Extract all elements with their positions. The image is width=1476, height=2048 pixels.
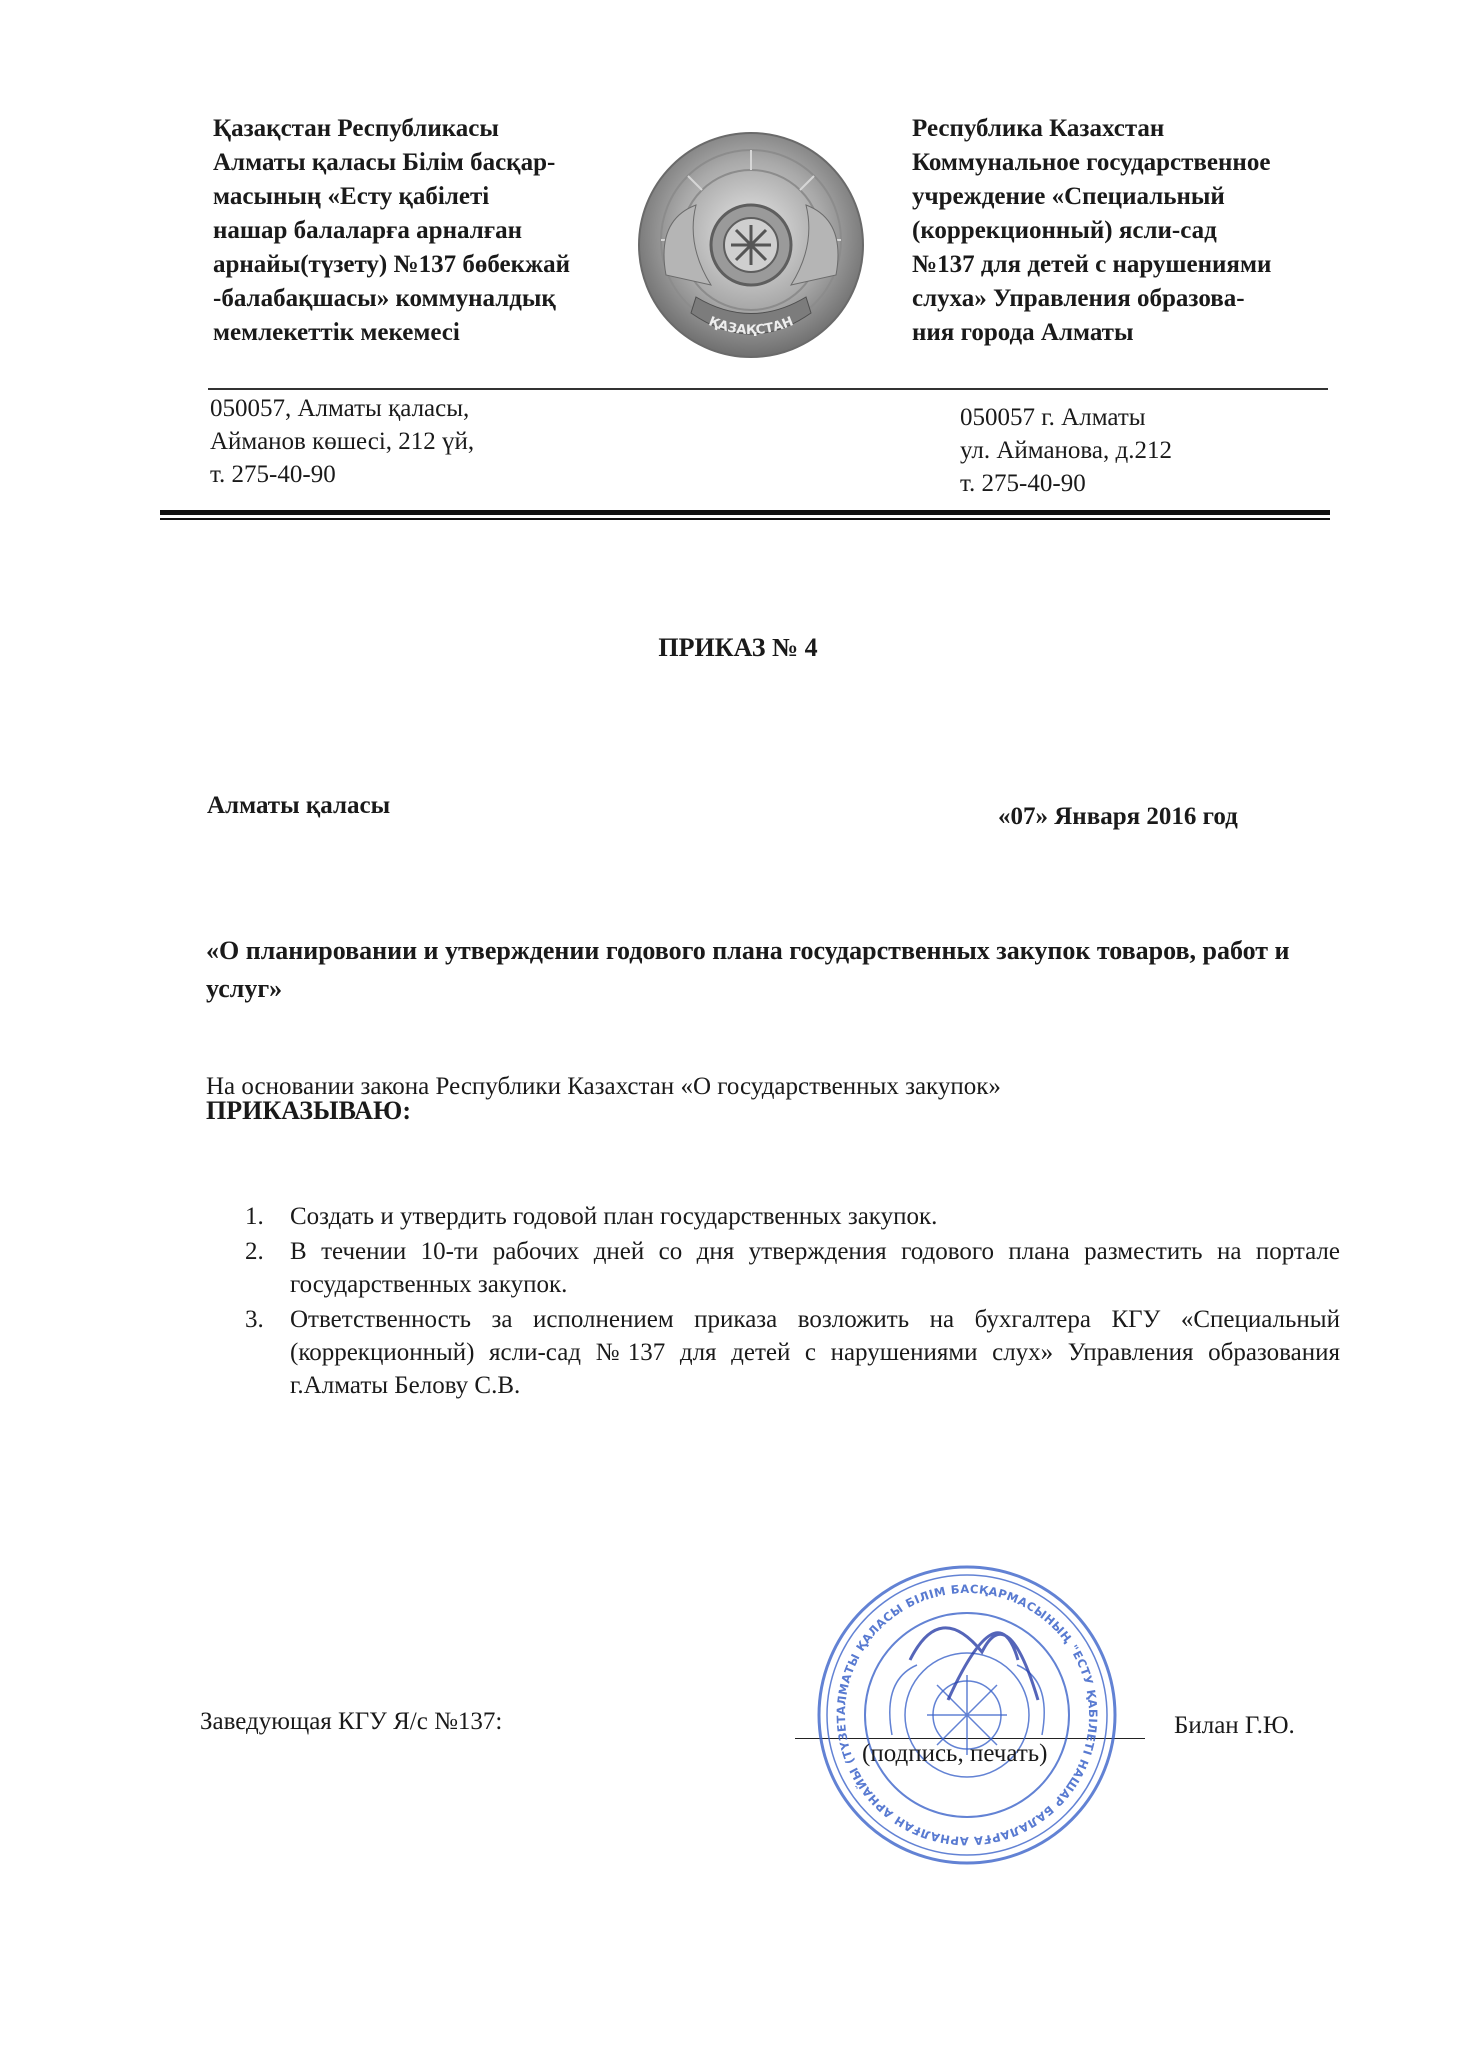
order-command: ПРИКАЗЫВАЮ: [206,1096,411,1125]
order-item [240,1303,1340,1402]
header-kz-line: -балабақшасы» коммуналдық [213,285,556,312]
header-ru-line: №137 для детей с нарушениями [912,251,1272,278]
header-ru-line: (коррекционный) ясли-сад [912,217,1217,244]
header-kz-line: Алматы қаласы Білім басқар- [213,149,556,176]
header-kz-line: арнайы(түзету) №137 бөбекжай [213,251,571,278]
header-kz-line: Қазақстан Республикасы [213,115,499,142]
state-emblem-icon [626,125,876,375]
signatory-role: Заведующая КГУ Я/с №137: [200,1708,503,1735]
address-kz-line: 050057, Алматы қаласы, [210,395,470,422]
letterhead-rule-thin [160,518,1330,520]
header-ru-line: Коммунальное государственное [912,149,1271,176]
order-basis: На основании закона Республики Казахстан «О государственных закупок» [206,1073,1001,1100]
order-item [240,1235,1340,1301]
header-ru-line: ния города Алматы [912,319,1134,346]
official-stamp-icon [812,1560,1122,1870]
order-city: Алматы қаласы [207,792,391,819]
address-ru [960,401,1172,500]
order-item-number: 2. [245,1238,264,1265]
order-item-text: В течении 10-ти рабочих дней со дня утверждения годового плана разместить на портале государственных закупок. [290,1238,1340,1298]
address-kz-line: т. 275-40-90 [210,461,336,488]
header-ru-line: слуха» Управления образова- [912,285,1245,312]
address-kz-line: Айманов көшесі, 212 үй, [210,428,475,455]
order-item-number: 1. [245,1203,264,1230]
header-kz-line: масының «Есту қабілеті [213,183,490,210]
order-item-number: 3. [245,1306,264,1333]
order-title: ПРИКАЗ № 4 [658,633,818,662]
order-items [240,1200,1340,1404]
order-item [240,1200,1340,1233]
emblem-label: ҚАЗАҚСТАН [706,314,796,339]
header-kz [213,112,653,350]
header-ru-line: учреждение «Специальный [912,183,1225,210]
stamp-text: АЛМАТЫ ҚАЛАСЫ БІЛІМ БАСҚАРМАСЫНЫҢ "ЕСТУ ҚАБІЛЕТІ НАШАР БАЛАЛАРҒА АРНАЛҒАН АРНАЙЫ (ТҮЗЕТ [833,1581,1101,1849]
signatory-name: Билан Г.Ю. [1174,1712,1295,1739]
header-divider [208,388,1328,390]
signature-hint: (подпись, печать) [862,1740,1048,1767]
header-ru [912,112,1352,350]
address-ru-line: 050057 г. Алматы [960,404,1146,431]
address-ru-line: т. 275-40-90 [960,470,1086,497]
header-kz-line: мемлекеттік мекемесі [213,319,460,346]
address-ru-line: ул. Айманова, д.212 [960,437,1172,464]
order-item-text: Ответственность за исполнением приказа возложить на бухгалтера КГУ «Специальный (коррекционный) ясли-сад №137 для детей с нарушениями слух» Управления образования г.Алматы Белову С.В. [290,1306,1340,1399]
letterhead-rule [160,510,1330,515]
order-date: «07» Января 2016 год [998,803,1238,830]
address-kz [210,392,474,491]
header-ru-line: Республика Казахстан [912,115,1165,142]
header-kz-line: нашар балаларға арналған [213,217,522,244]
order-item-text: Создать и утвердить годовой план государственных закупок. [290,1203,938,1230]
order-subject: «О планировании и утверждении годового плана государственных закупок товаров, работ и услуг» [206,936,1290,1003]
